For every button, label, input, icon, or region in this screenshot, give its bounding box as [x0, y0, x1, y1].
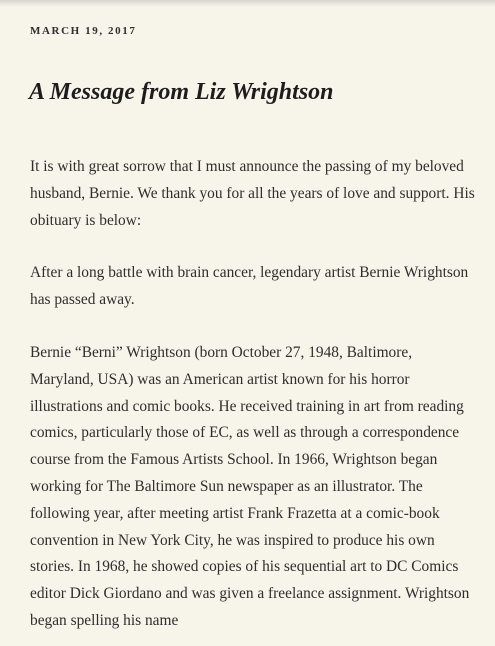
post-date: MARCH 19, 2017	[30, 25, 137, 37]
post-title[interactable]: A Message from Liz Wrightson	[29, 79, 334, 105]
header-shadow	[0, 0, 495, 7]
blog-post	[29, 20, 475, 629]
post-body	[30, 154, 475, 646]
post-paragraph-1: It is with great sorrow that I must announce the passing of my beloved husband, Bernie. We thank you for all the years of love and support. His obituary is below:	[30, 158, 475, 229]
post-paragraph-2: After a long battle with brain cancer, legendary artist Bernie Wrightson has passed away.	[30, 264, 469, 309]
post-paragraph-3: Bernie “Berni” Wrightson (born October 27, 1948, Baltimore, Maryland, USA) was an American artist known for his horror illustrations and comic books. He received training in art from reading comics, particularly those of EC, as well as through a correspondence course from the Famous Artists School. In 1966, Wrightson began working for The Baltimore Sun newspaper as an illustrator. The following year, after meeting artist Frank Frazetta at a comic-book convention in New York City, he was inspired to produce his own stories. In 1968, he showed copies of his sequential art to DC Comics editor Dick Giordano and was given a freelance assignment. Wrightson began spelling his name	[30, 343, 470, 629]
